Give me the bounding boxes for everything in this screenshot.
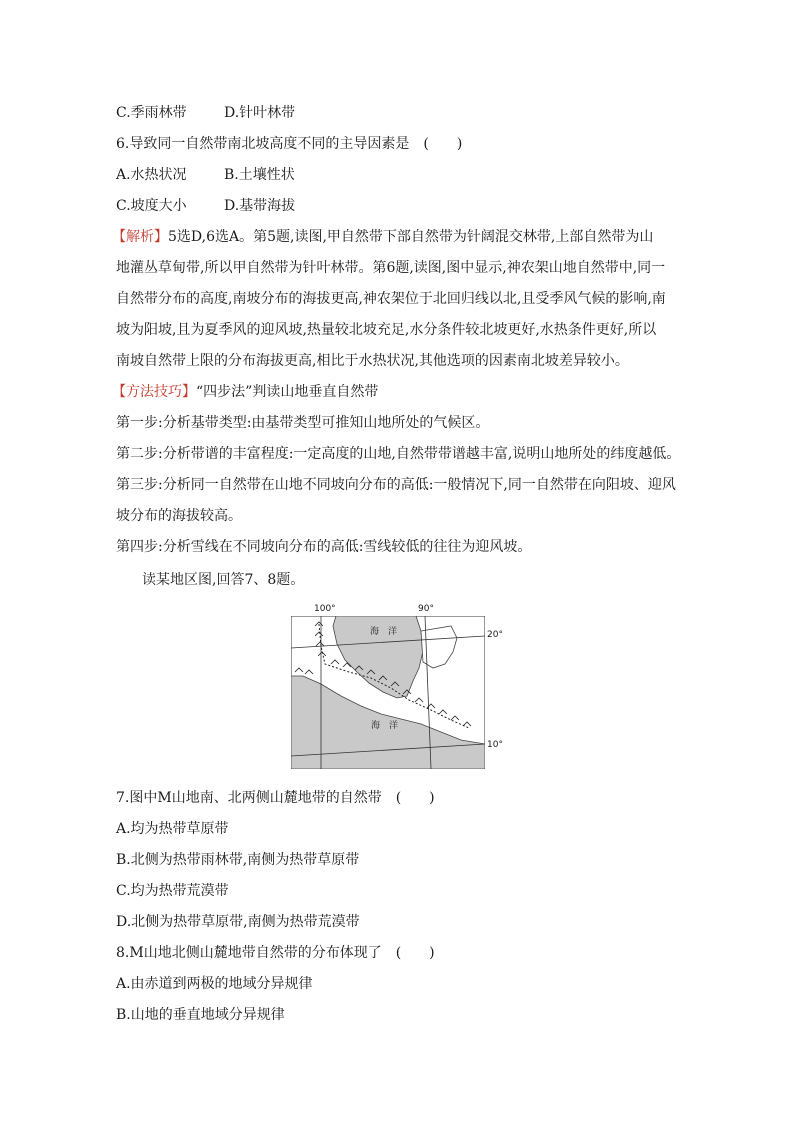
- map-label-ocean-north-text: 海 洋: [370, 627, 398, 637]
- analysis-line-4: 坡为阳坡,且为夏季风的迎风坡,热量较北坡充足,水分条件较北坡更好,水热条件更好,所以: [116, 322, 657, 338]
- analysis-text-1: 5选D,6选A。第5题,读图,甲自然带下部自然带为针阔混交林带,上部自然带为山: [168, 229, 654, 245]
- q5-option-c: C.季雨林带: [116, 105, 187, 121]
- q8-option-b: B.山地的垂直地域分异规律: [116, 1007, 285, 1023]
- q6-stem: 6.导致同一自然带南北坡高度不同的主导因素是 ( ): [116, 136, 463, 152]
- q6-option-d: D.基带海拔: [224, 198, 296, 214]
- method-step-3: 第三步:分析同一自然带在山地不同坡向分布的高低:一般情况下,同一自然带在向阳坡、迎风: [116, 477, 676, 493]
- q7-option-d: D.北侧为热带草原带,南侧为热带荒漠带: [116, 914, 360, 930]
- region-map-svg: [291, 616, 485, 769]
- method-step-2: 第二步:分析带谱的丰富程度:一定高度的山地,自然带带谱越丰富,说明山地所处的纬度越低。: [116, 446, 681, 462]
- q6-option-a: A.水热状况: [116, 167, 187, 183]
- q7-option-c: C.均为热带荒漠带: [116, 883, 229, 899]
- q7-option-a: A.均为热带草原带: [116, 821, 229, 837]
- q8-option-a: A.由赤道到两极的地域分异规律: [116, 976, 313, 992]
- lat-label-20: 20°: [487, 630, 503, 640]
- method-header: [112, 382, 378, 402]
- q6-option-c: C.坡度大小: [116, 198, 187, 214]
- q5-option-d: D.针叶林带: [224, 105, 296, 121]
- region-map: [291, 616, 485, 769]
- analysis-tag: 【解析】: [112, 229, 168, 245]
- method-step-3-cont: 坡分布的海拔较高。: [116, 508, 242, 524]
- method-title: “四步法”判读山地垂直自然带: [196, 384, 379, 400]
- method-step-4: 第四步:分析雪线在不同坡向分布的高低:雪线较低的往往为迎风坡。: [116, 539, 532, 555]
- lon-label-90: 90°: [418, 604, 434, 614]
- q6-option-b: B.土壤性状: [224, 167, 295, 183]
- map-intro: 读某地区图,回答7、8题。: [142, 572, 305, 588]
- analysis-line-1: [112, 227, 653, 247]
- q7-stem: 7.图中M山地南、北两侧山麓地带的自然带 ( ): [116, 790, 435, 806]
- analysis-line-2: 地灌丛草甸带,所以甲自然带为针叶林带。第6题,读图,图中显示,神农架山地自然带中,同一: [116, 260, 666, 276]
- q8-stem: 8.M山地北侧山麓地带自然带的分布体现了 ( ): [116, 945, 435, 961]
- map-label-ocean-south-text: 海 洋: [371, 721, 399, 731]
- method-step-1: 第一步:分析基带类型:由基带类型可推知山地所处的气候区。: [116, 415, 490, 431]
- analysis-line-3: 自然带分布的高度,南坡分布的海拔更高,神农架位于北回归线以北,且受季风气候的影响,南: [116, 291, 666, 307]
- lon-label-100: 100°: [314, 604, 336, 614]
- lat-label-10: 10°: [487, 740, 503, 750]
- q7-option-b: B.北侧为热带雨林带,南侧为热带草原带: [116, 852, 360, 868]
- analysis-line-5: 南坡自然带上限的分布海拔更高,相比于水热状况,其他选项的因素南北坡差异较小。: [116, 353, 629, 369]
- method-tag: 【方法技巧】: [112, 384, 196, 400]
